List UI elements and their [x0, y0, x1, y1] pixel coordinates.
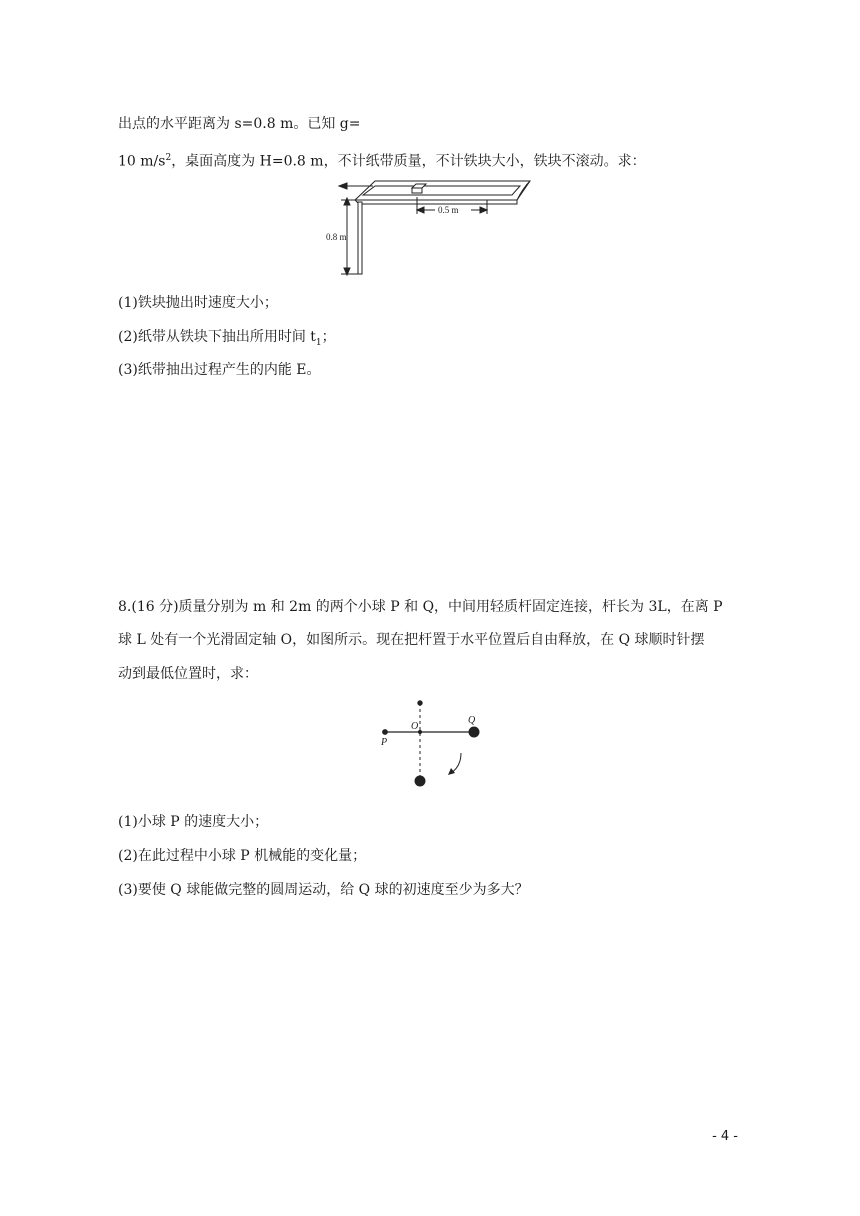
lower-ball: [415, 776, 425, 786]
top-dot: [418, 701, 422, 705]
p7-q1: (1)铁块抛出时速度大小；: [118, 295, 278, 311]
p8-q3: (3)要使 Q 球能做完整的圆周运动，给 Q 球的初速度至少为多大？: [118, 882, 529, 898]
p7-line2-b: ，桌面高度为 H=0.8 m，不计纸带质量，不计铁块大小，铁块不滚动。求：: [171, 153, 646, 170]
p8-line1: 8.(16 分)质量分别为 m 和 2m 的两个小球 P 和 Q，中间用轻质杆固定连接，杆长为 3L，在离 P: [118, 599, 723, 615]
table-front: [355, 200, 517, 204]
p8-line2: 球 L 处有一个光滑固定轴 O，如图所示。现在把杆置于水平位置后自由释放，在 Q 球顺时针摆: [118, 632, 705, 648]
p8-q2: (2)在此过程中小球 P 机械能的变化量；: [118, 848, 367, 864]
p7-q2: [118, 327, 336, 353]
p7-q2-sub: 1: [315, 337, 322, 348]
table-leg: [358, 202, 362, 274]
p8-line3: 动到最低位置时，求：: [118, 666, 258, 682]
pivot-o: [418, 730, 421, 733]
distance-label: 0.5 m: [438, 205, 459, 215]
table-figure: [325, 172, 535, 278]
label-o: O: [411, 721, 419, 732]
table-top: [355, 181, 530, 200]
label-p: P: [381, 737, 388, 748]
p7-q2-b: ；: [321, 329, 336, 345]
p7-q3: (3)纸带抽出过程产生的内能 E。: [118, 362, 321, 378]
p7-line2: [118, 148, 646, 172]
page-number: - 4 -: [712, 1129, 738, 1144]
p8-q1: (1)小球 P 的速度大小；: [118, 814, 269, 830]
label-q: Q: [468, 715, 476, 726]
ball-p: [383, 730, 388, 735]
rod-figure: [375, 695, 495, 795]
p7-q2-a: (2)纸带从铁块下抽出所用时间 t: [118, 329, 316, 345]
p7-line2-sup: 2: [165, 153, 172, 163]
height-label: 0.8 m: [326, 232, 347, 242]
ball-q: [469, 727, 479, 737]
p7-line1: 出点的水平距离为 s=0.8 m。已知 g=: [118, 116, 361, 132]
p7-line2-a: 10 m/s: [118, 153, 166, 170]
